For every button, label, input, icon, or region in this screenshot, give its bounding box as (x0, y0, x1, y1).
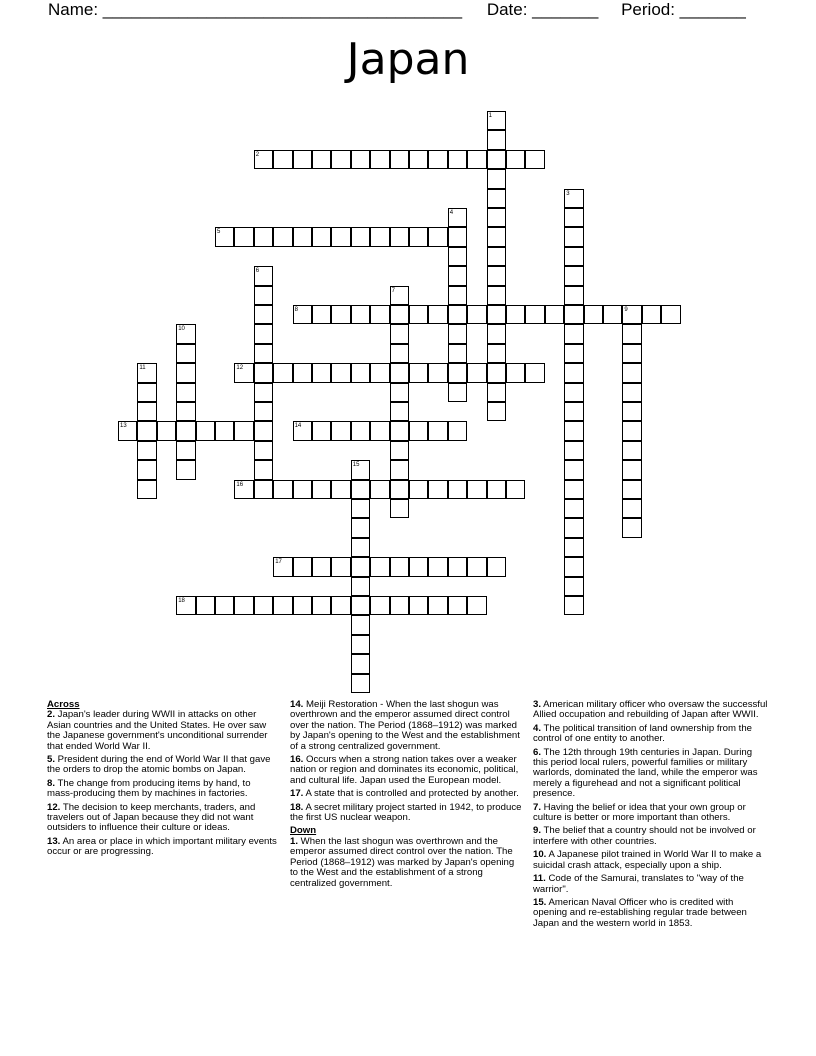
grid-cell[interactable] (448, 383, 467, 402)
clue-number-label: 17 (275, 559, 282, 566)
clue-number-label: 2 (255, 151, 260, 158)
grid-cell[interactable] (467, 557, 486, 576)
grid-cell[interactable] (622, 518, 641, 537)
clue-12 (47, 803, 279, 834)
clue-number: 2. (47, 709, 56, 721)
grid-cell[interactable] (622, 344, 641, 363)
grid-cell[interactable] (351, 460, 370, 479)
grid-cell[interactable] (487, 247, 506, 266)
grid-cell[interactable] (331, 305, 350, 324)
clue-text: Having the belief or idea that your own group or culture is better or more important than others. (533, 801, 746, 824)
grid-cell[interactable] (390, 596, 409, 615)
clue-18 (290, 803, 524, 824)
clue-13 (47, 837, 279, 858)
grid-cell[interactable] (448, 324, 467, 343)
grid-cell[interactable] (176, 596, 195, 615)
grid-cell[interactable] (564, 596, 583, 615)
grid-cell[interactable] (390, 227, 409, 246)
clue-text: The 12th through 19th centuries in Japan. During this period local rulers, powerful families or military warlords, dominated the land, while the emperor was merely a figurehead and not a significant political presence. (533, 746, 758, 800)
grid-cell[interactable] (390, 383, 409, 402)
grid-cell[interactable] (448, 363, 467, 382)
clue-number-label: 18 (178, 598, 185, 604)
grid-cell[interactable] (506, 150, 525, 169)
grid-cell[interactable] (525, 363, 544, 382)
clue-8 (47, 779, 279, 800)
grid-cell[interactable] (370, 363, 389, 382)
grid-cell[interactable] (390, 499, 409, 518)
grid-cell[interactable] (370, 305, 389, 324)
grid-cell[interactable] (428, 363, 447, 382)
grid-cell[interactable] (661, 305, 680, 324)
clue-number: 16. (290, 754, 304, 766)
clue-text: Code of the Samurai, translates to "way of the warrior". (533, 873, 744, 895)
grid-cell[interactable] (331, 480, 350, 499)
grid-cell[interactable] (564, 344, 583, 363)
grid-cell[interactable] (176, 324, 195, 343)
grid-cell[interactable] (273, 363, 292, 382)
grid-cell[interactable] (564, 305, 583, 324)
grid-cell[interactable] (487, 324, 506, 343)
grid-cell[interactable] (254, 266, 273, 285)
grid-cell[interactable] (487, 402, 506, 421)
grid-cell[interactable] (564, 383, 583, 402)
grid-cell[interactable] (428, 596, 447, 615)
grid-cell[interactable] (428, 305, 447, 324)
grid-cell[interactable] (176, 344, 195, 363)
clue-10 (533, 850, 769, 871)
clue-number-label: 16 (236, 481, 244, 488)
grid-cell[interactable] (254, 402, 273, 421)
clue-3 (533, 700, 769, 721)
grid-cell[interactable] (487, 169, 506, 188)
grid-cell[interactable] (390, 460, 409, 479)
grid-cell[interactable] (273, 596, 292, 615)
grid-cell[interactable] (215, 596, 234, 615)
grid-cell[interactable] (254, 150, 273, 169)
grid-cell[interactable] (564, 324, 583, 343)
clue-text: The political transition of land ownership from the control of one entity to another. (533, 722, 753, 745)
grid-cell[interactable] (467, 150, 486, 169)
grid-cell[interactable] (564, 227, 583, 246)
grid-cell[interactable] (390, 557, 409, 576)
clue-number-label: 14 (294, 423, 302, 430)
grid-cell[interactable] (487, 305, 506, 324)
grid-cell[interactable] (254, 596, 273, 615)
clues-column-1 (47, 700, 279, 861)
grid-cell[interactable] (622, 363, 641, 382)
grid-cell[interactable] (351, 538, 370, 557)
grid-cell[interactable] (487, 130, 506, 149)
grid-cell[interactable] (273, 227, 292, 246)
grid-cell[interactable] (137, 460, 156, 479)
grid-cell[interactable] (370, 596, 389, 615)
grid-cell[interactable] (506, 305, 525, 324)
grid-cell[interactable] (254, 441, 273, 460)
grid-cell[interactable] (467, 480, 486, 499)
grid-cell[interactable] (234, 480, 253, 499)
clue-number: 10. (533, 849, 547, 861)
grid-cell[interactable] (215, 421, 234, 440)
clue-text: President during the end of World War II that gave the orders to drop the atomic bombs on Japan. (47, 754, 271, 776)
clue-text: Japan's leader during WWII in attacks on other Asian countries and the United States. He over saw the Japanese government's unconditional surrender that ended World War II. (47, 709, 268, 752)
grid-cell[interactable] (564, 557, 583, 576)
date-field[interactable]: Date: _______ (486, 0, 599, 19)
grid-cell[interactable] (176, 363, 195, 382)
clue-number-label: 7 (391, 287, 395, 294)
grid-cell[interactable] (564, 480, 583, 499)
name-field[interactable]: Name: ______________________________________ (48, 0, 463, 19)
grid-cell[interactable] (312, 227, 331, 246)
clue-number-label: 9 (624, 307, 628, 313)
clue-9 (533, 826, 769, 847)
clue-number-label: 3 (566, 190, 570, 197)
grid-cell[interactable] (254, 421, 273, 440)
clue-number: 6. (533, 746, 542, 758)
grid-cell[interactable] (312, 363, 331, 382)
clue-11 (533, 874, 769, 895)
clue-number-label: 4 (449, 210, 454, 216)
grid-cell[interactable] (137, 363, 156, 382)
clue-5 (47, 755, 279, 776)
clue-text: An area or place in which important military events occur or are progressing. (47, 835, 277, 858)
grid-cell[interactable] (254, 460, 273, 479)
clue-2 (47, 710, 279, 752)
across-heading: Across (47, 699, 80, 710)
clue-number: 1. (290, 835, 299, 847)
grid-cell[interactable] (487, 266, 506, 285)
grid-cell[interactable] (409, 421, 428, 440)
grid-cell[interactable] (370, 557, 389, 576)
grid-cell[interactable] (254, 363, 273, 382)
grid-cell[interactable] (603, 305, 622, 324)
grid-cell[interactable] (448, 150, 467, 169)
grid-cell[interactable] (254, 324, 273, 343)
grid-cell[interactable] (293, 421, 312, 440)
clue-number: 12. (47, 801, 61, 813)
grid-cell[interactable] (428, 480, 447, 499)
clue-text: American Naval Officer who is credited with opening and re-establishing regular trade between Japan and the western world in 1853. (533, 896, 747, 929)
grid-cell[interactable] (506, 480, 525, 499)
clue-number: 15. (533, 896, 547, 908)
grid-cell[interactable] (118, 421, 137, 440)
grid-cell[interactable] (448, 305, 467, 324)
grid-cell[interactable] (428, 421, 447, 440)
grid-cell[interactable] (254, 344, 273, 363)
clue-number: 17. (290, 788, 304, 800)
clue-number: 8. (47, 777, 56, 789)
grid-cell[interactable] (370, 227, 389, 246)
grid-cell[interactable] (564, 441, 583, 460)
clue-text: American military officer who oversaw the successful Allied occupation and rebuilding of Japan after WWII. (533, 699, 768, 721)
grid-cell[interactable] (234, 227, 253, 246)
grid-cell[interactable] (234, 363, 253, 382)
grid-cell[interactable] (351, 305, 370, 324)
grid-cell[interactable] (312, 305, 331, 324)
grid-cell[interactable] (390, 402, 409, 421)
grid-cell[interactable] (564, 247, 583, 266)
grid-cell[interactable] (254, 227, 273, 246)
grid-cell[interactable] (215, 227, 234, 246)
grid-cell[interactable] (409, 150, 428, 169)
grid-cell[interactable] (487, 383, 506, 402)
grid-cell[interactable] (564, 266, 583, 285)
clue-1 (290, 837, 524, 889)
grid-cell[interactable] (390, 324, 409, 343)
clue-7 (533, 803, 769, 824)
grid-cell[interactable] (351, 518, 370, 537)
grid-cell[interactable] (564, 286, 583, 305)
grid-cell[interactable] (351, 577, 370, 596)
grid-cell[interactable] (293, 480, 312, 499)
grid-cell[interactable] (331, 596, 350, 615)
grid-cell[interactable] (234, 421, 253, 440)
clue-17 (290, 789, 524, 799)
clue-number: 3. (533, 699, 542, 710)
grid-cell[interactable] (622, 324, 641, 343)
grid-cell[interactable] (564, 538, 583, 557)
grid-cell[interactable] (312, 480, 331, 499)
clue-text: The change from producing items by hand, to mass-producing them by machines in factories. (47, 777, 251, 800)
clue-number: 13. (47, 835, 61, 847)
grid-cell[interactable] (487, 557, 506, 576)
grid-cell[interactable] (293, 596, 312, 615)
clue-number-label: 15 (352, 462, 360, 469)
grid-cell[interactable] (428, 227, 447, 246)
clue-number: 11. (533, 873, 546, 885)
clue-4 (533, 724, 769, 745)
grid-cell[interactable] (351, 654, 370, 673)
grid-cell[interactable] (564, 577, 583, 596)
grid-cell[interactable] (409, 305, 428, 324)
grid-cell[interactable] (448, 227, 467, 246)
grid-cell[interactable] (351, 615, 370, 634)
grid-cell[interactable] (642, 305, 661, 324)
clue-number-label: 13 (120, 423, 127, 430)
grid-cell[interactable] (467, 363, 486, 382)
clue-number-label: 12 (236, 365, 244, 372)
grid-cell[interactable] (448, 286, 467, 305)
grid-cell[interactable] (370, 150, 389, 169)
grid-cell[interactable] (487, 344, 506, 363)
grid-cell[interactable] (137, 441, 156, 460)
grid-cell[interactable] (370, 480, 389, 499)
grid-cell[interactable] (409, 557, 428, 576)
grid-cell[interactable] (312, 596, 331, 615)
clue-text: The decision to keep merchants, traders, and travelers out of Japan because they did not want outsiders to influence their culture or ideas. (47, 801, 256, 834)
grid-cell[interactable] (487, 189, 506, 208)
clue-number-label: 11 (139, 365, 146, 372)
clue-number: 4. (533, 722, 542, 734)
grid-cell[interactable] (254, 305, 273, 324)
grid-cell[interactable] (622, 460, 641, 479)
grid-cell[interactable] (176, 402, 195, 421)
grid-cell[interactable] (293, 557, 312, 576)
grid-cell[interactable] (487, 363, 506, 382)
grid-cell[interactable] (176, 441, 195, 460)
clue-number: 7. (533, 801, 542, 813)
grid-cell[interactable] (622, 480, 641, 499)
grid-cell[interactable] (622, 383, 641, 402)
clue-16 (290, 755, 524, 786)
clue-number: 18. (290, 801, 304, 813)
grid-cell[interactable] (293, 305, 312, 324)
grid-cell[interactable] (137, 383, 156, 402)
clue-number-label: 6 (255, 268, 260, 275)
grid-cell[interactable] (351, 499, 370, 518)
grid-cell[interactable] (390, 480, 409, 499)
clue-text: A Japanese pilot trained in World War II to make a suicidal crash attack, especially upon a ship. (533, 849, 762, 871)
grid-cell[interactable] (254, 383, 273, 402)
grid-cell[interactable] (351, 635, 370, 654)
grid-cell[interactable] (312, 421, 331, 440)
clue-14 (290, 700, 524, 752)
grid-cell[interactable] (351, 557, 370, 576)
grid-cell[interactable] (487, 111, 506, 130)
grid-cell[interactable] (448, 596, 467, 615)
grid-cell[interactable] (622, 305, 641, 324)
grid-cell[interactable] (487, 286, 506, 305)
grid-cell[interactable] (448, 344, 467, 363)
grid-cell[interactable] (564, 460, 583, 479)
grid-cell[interactable] (448, 266, 467, 285)
down-heading: Down (290, 825, 317, 837)
grid-cell[interactable] (487, 208, 506, 227)
grid-cell[interactable] (487, 150, 506, 169)
grid-cell[interactable] (545, 305, 564, 324)
clue-text: When the last shogun was overthrown and the emperor assumed direct control over the nation. The Period (1868–1912) was marked by Japan's opening to the West and the establishment of a strong centralized government. (290, 835, 515, 889)
grid-cell[interactable] (293, 150, 312, 169)
grid-cell[interactable] (525, 150, 544, 169)
grid-cell[interactable] (273, 480, 292, 499)
grid-cell[interactable] (273, 150, 292, 169)
grid-cell[interactable] (448, 557, 467, 576)
grid-cell[interactable] (564, 208, 583, 227)
clue-text: A secret military project started in 1942, to produce the first US nuclear weapon. (290, 801, 522, 824)
grid-cell[interactable] (273, 557, 292, 576)
grid-cell[interactable] (331, 150, 350, 169)
grid-cell[interactable] (351, 674, 370, 693)
grid-cell[interactable] (409, 227, 428, 246)
grid-cell[interactable] (390, 344, 409, 363)
grid-cell[interactable] (176, 421, 195, 440)
clue-text: Meiji Restoration - When the last shogun was overthrown and the emperor assumed direct control over the nation. The Period (1868–1912) was marked by Japan's opening to the West and the establishment of a strong centralized government. (290, 699, 520, 752)
grid-cell[interactable] (312, 557, 331, 576)
clue-number: 9. (533, 825, 542, 837)
grid-cell[interactable] (448, 480, 467, 499)
grid-cell[interactable] (331, 363, 350, 382)
clue-number: 14. (290, 699, 304, 710)
grid-cell[interactable] (564, 363, 583, 382)
clues-column-3 (533, 700, 769, 932)
grid-cell[interactable] (254, 480, 273, 499)
grid-cell[interactable] (137, 402, 156, 421)
clue-number-label: 1 (488, 113, 492, 119)
grid-cell[interactable] (312, 150, 331, 169)
grid-cell[interactable] (448, 421, 467, 440)
grid-cell[interactable] (390, 305, 409, 324)
grid-cell[interactable] (428, 557, 447, 576)
grid-cell[interactable] (448, 247, 467, 266)
grid-cell[interactable] (428, 150, 447, 169)
grid-cell[interactable] (467, 596, 486, 615)
grid-cell[interactable] (564, 518, 583, 537)
grid-cell[interactable] (390, 363, 409, 382)
grid-cell[interactable] (351, 421, 370, 440)
clue-6 (533, 748, 769, 800)
page-title: Japan (346, 34, 470, 85)
grid-cell[interactable] (622, 499, 641, 518)
clue-number-label: 5 (217, 229, 221, 236)
clue-number-label: 8 (294, 307, 298, 313)
grid-cell[interactable] (409, 363, 428, 382)
grid-cell[interactable] (564, 421, 583, 440)
grid-cell[interactable] (331, 227, 350, 246)
grid-cell[interactable] (487, 227, 506, 246)
grid-cell[interactable] (622, 421, 641, 440)
grid-cell[interactable] (390, 421, 409, 440)
grid-cell[interactable] (351, 363, 370, 382)
grid-cell[interactable] (331, 557, 350, 576)
grid-cell[interactable] (293, 363, 312, 382)
grid-cell[interactable] (176, 460, 195, 479)
grid-cell[interactable] (467, 305, 486, 324)
grid-cell[interactable] (622, 441, 641, 460)
grid-cell[interactable] (564, 402, 583, 421)
grid-cell[interactable] (622, 402, 641, 421)
grid-cell[interactable] (196, 421, 215, 440)
grid-cell[interactable] (351, 227, 370, 246)
grid-cell[interactable] (137, 421, 156, 440)
clue-text: Occurs when a strong nation takes over a weaker nation or region and dominates its economic, political, and cultural life. Japan used the European model. (290, 754, 519, 786)
grid-cell[interactable] (506, 363, 525, 382)
grid-cell[interactable] (409, 480, 428, 499)
grid-cell[interactable] (525, 305, 544, 324)
grid-cell[interactable] (448, 208, 467, 227)
grid-cell[interactable] (157, 421, 176, 440)
grid-cell[interactable] (584, 305, 603, 324)
grid-cell[interactable] (390, 150, 409, 169)
period-field[interactable]: Period: _______ (621, 0, 746, 19)
grid-cell[interactable] (351, 596, 370, 615)
grid-cell[interactable] (196, 596, 215, 615)
grid-cell[interactable] (564, 499, 583, 518)
grid-cell[interactable] (293, 227, 312, 246)
grid-cell[interactable] (564, 189, 583, 208)
clue-15 (533, 898, 769, 929)
grid-cell[interactable] (390, 441, 409, 460)
grid-cell[interactable] (351, 150, 370, 169)
grid-cell[interactable] (390, 286, 409, 305)
grid-cell[interactable] (409, 596, 428, 615)
clue-number-label: 10 (178, 326, 185, 333)
grid-cell[interactable] (487, 480, 506, 499)
grid-cell[interactable] (370, 421, 389, 440)
grid-cell[interactable] (137, 480, 156, 499)
grid-cell[interactable] (351, 480, 370, 499)
clues-column-2 (290, 700, 524, 892)
clue-text: A state that is controlled and protected by another. (303, 788, 519, 800)
clue-text: The belief that a country should not be involved or interfere with other countries. (533, 825, 756, 847)
grid-cell[interactable] (254, 286, 273, 305)
grid-cell[interactable] (331, 421, 350, 440)
clue-number: 5. (47, 754, 56, 766)
grid-cell[interactable] (234, 596, 253, 615)
grid-cell[interactable] (176, 383, 195, 402)
